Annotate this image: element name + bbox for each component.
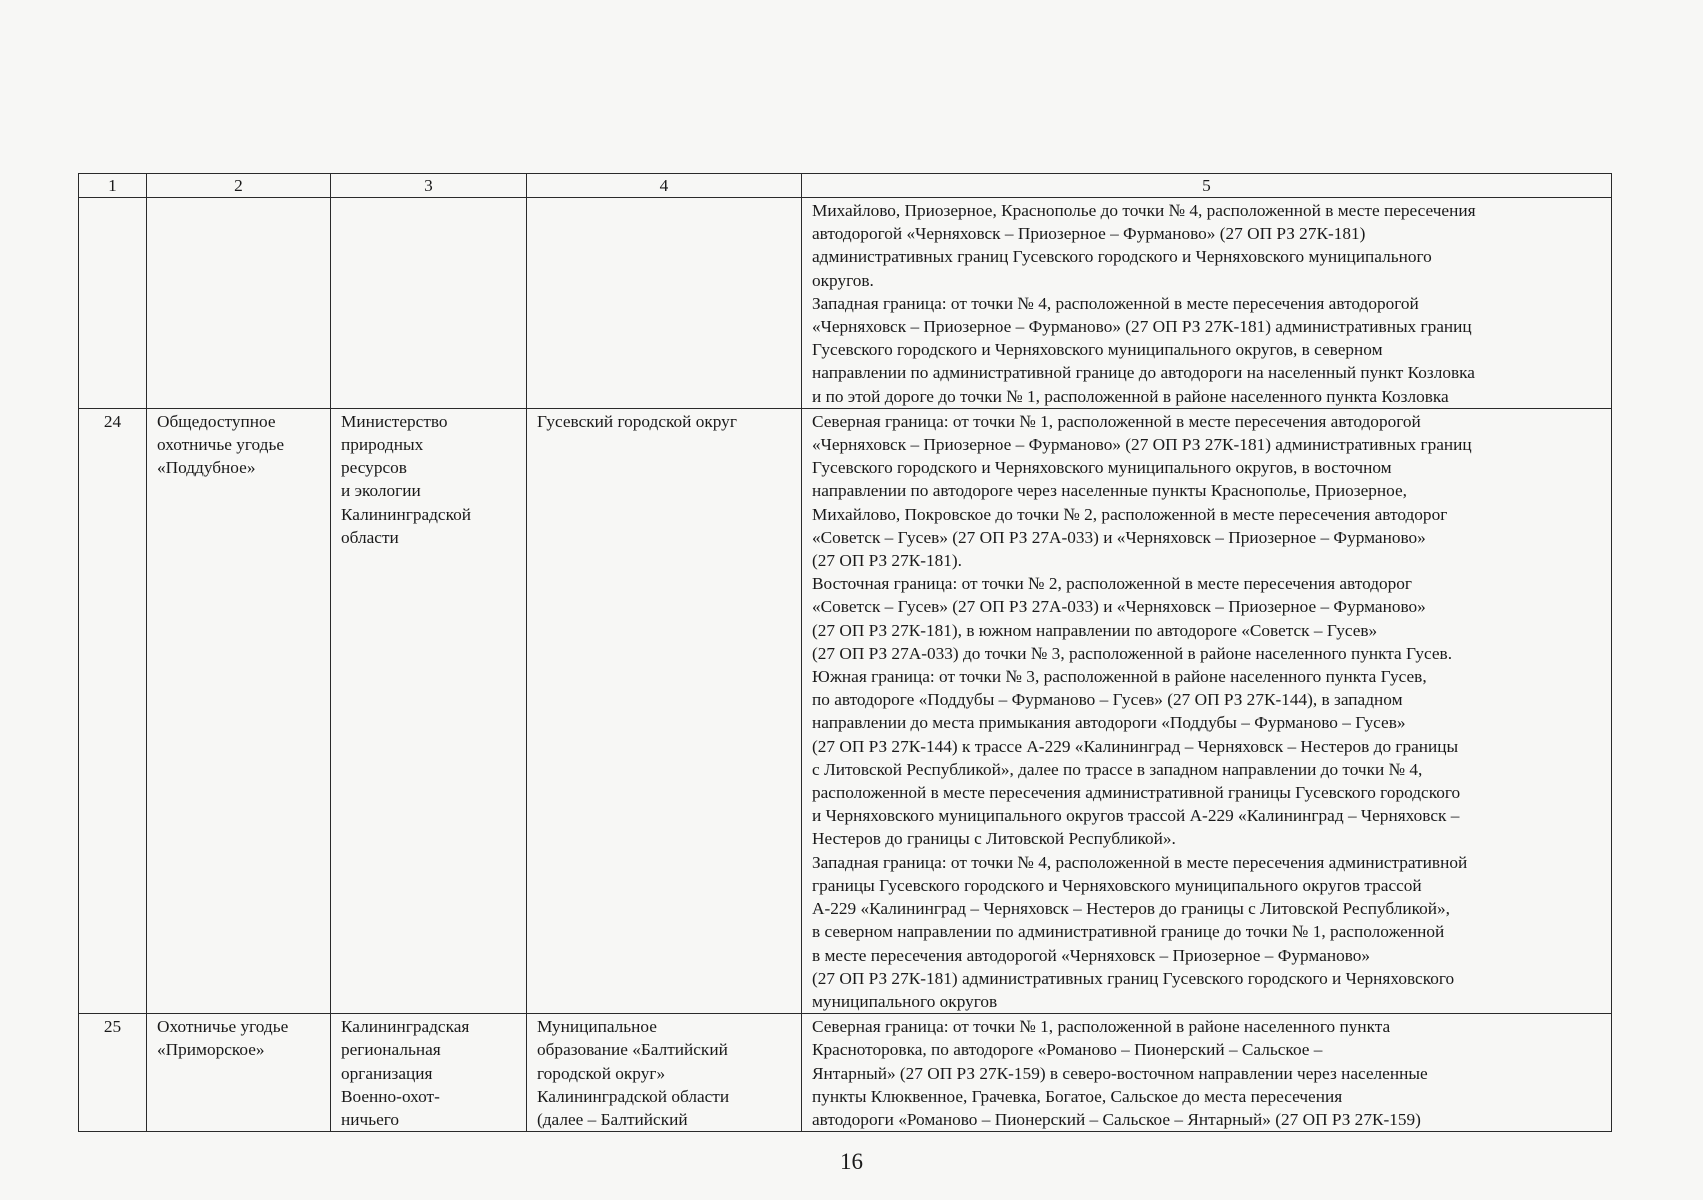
text-line: Муниципальное (537, 1017, 657, 1037)
text-line: в северном направлении по административной границе до точки № 1, расположенной (812, 922, 1445, 942)
text-line: «Советск – Гусев» (27 ОП РЗ 27А-033) и «Черняховск – Приозерное – Фурманово» (812, 527, 1426, 547)
ground-name-cell (147, 1014, 331, 1132)
text-line: организация (341, 1063, 433, 1083)
text-line: природных (341, 435, 424, 455)
text-line: «Черняховск – Приозерное – Фурманово» (27 ОП РЗ 27К-181) административных границ (812, 317, 1472, 337)
text-line: (27 ОП РЗ 27К-144) к трассе А-229 «Калининград – Черняховск – Нестеров до границы (812, 736, 1459, 756)
text-line: А-229 «Калининград – Черняховск – Нестеров до границы с Литовской Республикой», (812, 899, 1450, 919)
continuation-row (79, 198, 1612, 409)
continuation-col2-cell (147, 198, 331, 409)
continuation-col4-cell (527, 198, 802, 409)
boundary-description-cell (802, 1014, 1612, 1132)
header-cell-1: 1 (79, 174, 147, 198)
text-line: с Литовской Республикой», далее по трассе в западном направлении до точки № 4, (812, 759, 1423, 779)
text-line: Калининградской области (537, 1086, 730, 1106)
continuation-description-cell (802, 198, 1612, 409)
text-line: Гусевский городской округ (537, 411, 737, 431)
text-line: «Черняховск – Приозерное – Фурманово» (27 ОП РЗ 27К-181) административных границ (812, 435, 1472, 455)
text-line: Михайлово, Приозерное, Краснополье до точки № 4, расположенной в месте пересечения (812, 201, 1476, 220)
text-line: Восточная граница: от точки № 2, расположенной в месте пересечения автодорог (812, 574, 1413, 594)
text-line: автодороги «Романово – Пионерский – Сальское – Янтарный» (27 ОП РЗ 27К-159) (812, 1109, 1421, 1129)
text-line: Северная граница: от точки № 1, расположенной в месте пересечения автодорогой (812, 411, 1421, 431)
header-cell-5: 5 (802, 174, 1612, 198)
text-line: Гусевского городского и Черняховского муниципального округов, в восточном (812, 458, 1392, 478)
text-line: Южная граница: от точки № 3, расположенной в районе населенного пункта Гусев, (812, 667, 1427, 687)
text-line: Янтарный» (27 ОП РЗ 27К-159) в северо-восточном направлении через населенные (812, 1063, 1428, 1083)
text-line: Охотничье угодье (157, 1017, 289, 1037)
row-number: 24 (79, 408, 147, 1013)
text-line: границы Гусевского городского и Черняховского муниципального округов трассой (812, 875, 1422, 895)
text-line: административных границ Гусевского городского и Черняховского муниципального (812, 247, 1432, 267)
text-line: направлении по автодороге через населенные пункты Краснополье, Приозерное, (812, 481, 1407, 501)
page-number: 16 (840, 1149, 863, 1174)
text-line: городской округ» (537, 1063, 666, 1083)
table-row (79, 1014, 1612, 1132)
text-line: ресурсов (341, 458, 407, 478)
continuation-num-cell (79, 198, 147, 409)
text-line: и Черняховского муниципального округов трассой А-229 «Калининград – Черняховск – (812, 806, 1460, 826)
text-line: области (341, 527, 399, 547)
text-line: Михайлово, Покровское до точки № 2, расположенной в месте пересечения автодорог (812, 504, 1448, 524)
municipality-cell (527, 408, 802, 1013)
text-line: (27 ОП РЗ 27К-181) административных границ Гусевского городского и Черняховского (812, 968, 1455, 988)
hunting-grounds-table (78, 173, 1612, 1132)
header-cell-4: 4 (527, 174, 802, 198)
table-header-row (79, 174, 1612, 198)
organization-cell (331, 1014, 527, 1132)
text-line: Северная граница: от точки № 1, расположенной в районе населенного пункта (812, 1017, 1391, 1037)
header-cell-2: 2 (147, 174, 331, 198)
text-line: Западная граница: от точки № 4, расположенной в месте пересечения административной (812, 852, 1468, 872)
organization-cell (331, 408, 527, 1013)
text-line: Военно-охот- (341, 1086, 440, 1106)
text-line: направлении до места примыкания автодороги «Поддубы – Фурманово – Гусев» (812, 713, 1406, 733)
text-line: (27 ОП РЗ 27К-181), в южном направлении по автодороге «Советск – Гусев» (812, 620, 1378, 640)
text-line: пункты Клюквенное, Грачевка, Богатое, Сальское до места пересечения (812, 1086, 1343, 1106)
text-line: и экологии (341, 481, 421, 501)
text-line: и по этой дороге до точки № 1, расположенной в районе населенного пункта Козловка (812, 386, 1449, 406)
text-line: образование «Балтийский (537, 1040, 728, 1060)
text-line: Общедоступное (157, 411, 276, 431)
text-line: муниципального округов (812, 991, 998, 1011)
table-row (79, 408, 1612, 1013)
text-line: (27 ОП РЗ 27А-033) до точки № 3, расположенной в районе населенного пункта Гусев. (812, 643, 1453, 663)
text-line: региональная (341, 1040, 441, 1060)
text-line: «Приморское» (157, 1040, 265, 1060)
text-line: (далее – Балтийский (537, 1109, 688, 1129)
text-line: автодорогой «Черняховск – Приозерное – Фурманово» (27 ОП РЗ 27К-181) (812, 224, 1366, 244)
municipality-cell (527, 1014, 802, 1132)
text-line: в месте пересечения автодорогой «Черняховск – Приозерное – Фурманово» (812, 945, 1371, 965)
text-line: Нестеров до границы с Литовской Республикой». (812, 829, 1176, 849)
header-cell-3: 3 (331, 174, 527, 198)
text-line: Красноторовка, по автодороге «Романово – Пионерский – Сальское – (812, 1040, 1323, 1060)
text-line: охотничье угодье (157, 435, 285, 455)
text-line: Гусевского городского и Черняховского муниципального округов, в северном (812, 340, 1383, 360)
text-line: расположенной в месте пересечения административной границы Гусевского городского (812, 783, 1461, 803)
text-line: «Поддубное» (157, 458, 256, 478)
continuation-col3-cell (331, 198, 527, 409)
text-line: Министерство (341, 411, 448, 431)
boundary-description-cell (802, 408, 1612, 1013)
text-line: (27 ОП РЗ 27К-181). (812, 551, 962, 571)
text-line: направлении по административной границе до автодороги на населенный пункт Козловка (812, 363, 1475, 383)
text-line: по автодороге «Поддубы – Фурманово – Гусев» (27 ОП РЗ 27К-144), в западном (812, 690, 1403, 710)
text-line: Калининградская (341, 1017, 470, 1037)
row-number: 25 (79, 1014, 147, 1132)
text-line: округов. (812, 270, 874, 290)
text-line: Калининградской (341, 504, 472, 524)
text-line: Западная граница: от точки № 4, расположенной в месте пересечения автодорогой (812, 293, 1419, 313)
text-line: «Советск – Гусев» (27 ОП РЗ 27А-033) и «Черняховск – Приозерное – Фурманово» (812, 597, 1426, 617)
text-line: ничьего (341, 1109, 400, 1129)
ground-name-cell (147, 408, 331, 1013)
